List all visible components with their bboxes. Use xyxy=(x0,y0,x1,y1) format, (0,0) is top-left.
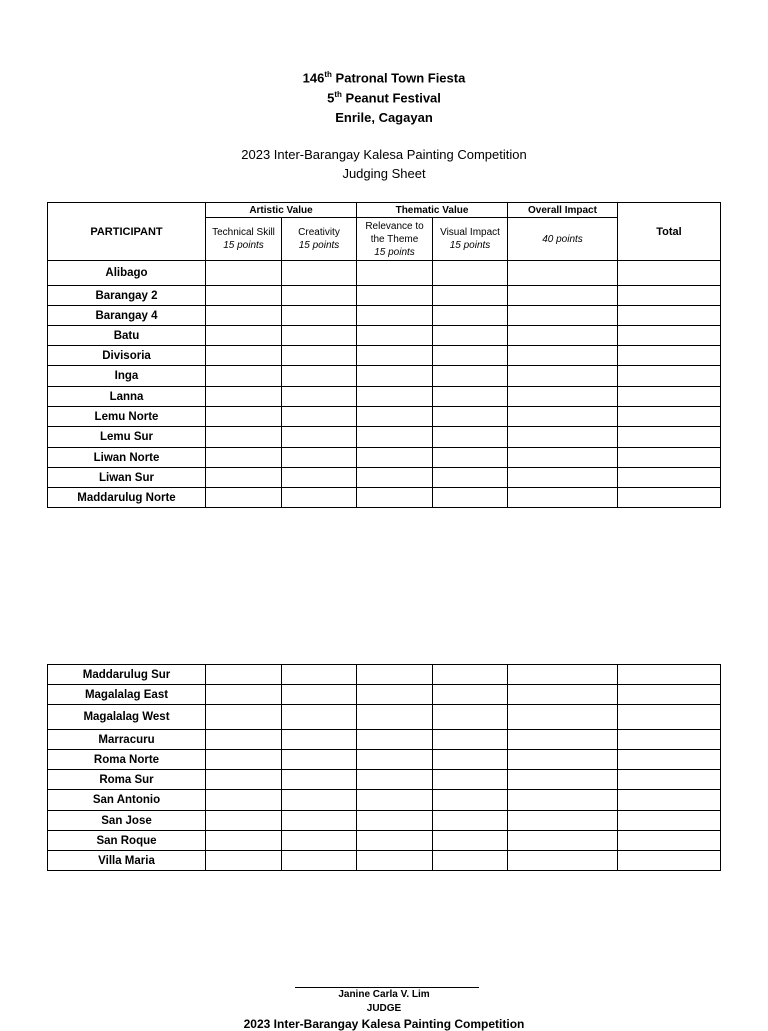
score-cell[interactable] xyxy=(206,831,282,851)
score-cell[interactable] xyxy=(357,811,433,831)
score-cell[interactable] xyxy=(282,705,357,730)
participant-name: Divisoria xyxy=(48,346,206,366)
score-cell[interactable] xyxy=(357,286,433,306)
score-cell[interactable] xyxy=(618,427,721,448)
score-cell[interactable] xyxy=(433,770,508,790)
score-cell[interactable] xyxy=(357,685,433,705)
participant-name: Barangay 2 xyxy=(48,286,206,306)
score-cell[interactable] xyxy=(508,448,618,468)
participant-name: Roma Norte xyxy=(48,750,206,770)
participant-name: Magalalag West xyxy=(48,705,206,730)
score-cell[interactable] xyxy=(618,366,721,387)
score-cell[interactable] xyxy=(618,685,721,705)
score-cell[interactable] xyxy=(508,306,618,326)
fiesta-title: 146th Patronal Town Fiesta xyxy=(302,70,466,86)
score-cell[interactable] xyxy=(206,665,282,685)
score-cell[interactable] xyxy=(206,790,282,811)
score-cell[interactable] xyxy=(357,346,433,366)
score-cell[interactable] xyxy=(508,705,618,730)
score-cell[interactable] xyxy=(433,366,508,387)
score-cell[interactable] xyxy=(282,407,357,427)
score-cell[interactable] xyxy=(282,306,357,326)
competition-title: 2023 Inter-Barangay Kalesa Painting Competition xyxy=(241,147,527,162)
participant-name: Inga xyxy=(48,366,206,387)
judging-table xyxy=(47,202,721,508)
festival-title: 5th Peanut Festival xyxy=(327,90,441,106)
score-cell[interactable] xyxy=(508,326,618,346)
score-cell[interactable] xyxy=(357,387,433,407)
score-cell[interactable] xyxy=(357,750,433,770)
score-cell[interactable] xyxy=(618,326,721,346)
score-cell[interactable] xyxy=(206,407,282,427)
score-cell[interactable] xyxy=(357,488,433,508)
score-cell[interactable] xyxy=(433,286,508,306)
participant-name: San Antonio xyxy=(48,790,206,811)
score-cell[interactable] xyxy=(508,730,618,750)
score-cell[interactable] xyxy=(508,468,618,488)
score-cell[interactable] xyxy=(433,488,508,508)
score-cell[interactable] xyxy=(206,851,282,871)
score-cell[interactable] xyxy=(206,366,282,387)
score-cell[interactable] xyxy=(357,468,433,488)
score-cell[interactable] xyxy=(508,346,618,366)
judging-table-continued xyxy=(47,664,721,871)
score-cell[interactable] xyxy=(206,448,282,468)
score-cell[interactable] xyxy=(618,468,721,488)
score-cell[interactable] xyxy=(206,346,282,366)
score-cell[interactable] xyxy=(433,750,508,770)
score-cell[interactable] xyxy=(282,750,357,770)
table-row xyxy=(48,326,721,346)
score-cell[interactable] xyxy=(433,811,508,831)
judge-role: JUDGE xyxy=(366,1003,402,1014)
signature-line xyxy=(295,987,479,988)
location: Enrile, Cagayan xyxy=(335,110,433,125)
score-cell[interactable] xyxy=(357,770,433,790)
score-cell[interactable] xyxy=(282,326,357,346)
score-cell[interactable] xyxy=(206,306,282,326)
score-cell[interactable] xyxy=(433,448,508,468)
score-cell[interactable] xyxy=(282,488,357,508)
score-cell[interactable] xyxy=(618,448,721,468)
score-cell[interactable] xyxy=(282,448,357,468)
footer-title: 2023 Inter-Barangay Kalesa Painting Competition xyxy=(243,1017,525,1031)
score-cell[interactable] xyxy=(433,685,508,705)
score-cell[interactable] xyxy=(618,306,721,326)
participant-name: Maddarulug Sur xyxy=(48,665,206,685)
table-row xyxy=(48,366,721,387)
score-cell[interactable] xyxy=(618,750,721,770)
table-row xyxy=(48,851,721,871)
score-cell[interactable] xyxy=(618,261,721,286)
score-cell[interactable] xyxy=(508,851,618,871)
score-cell[interactable] xyxy=(357,427,433,448)
overall-impact-header: Overall Impact xyxy=(508,203,618,218)
score-cell[interactable] xyxy=(357,366,433,387)
artistic-value-header: Artistic Value xyxy=(206,203,357,218)
score-cell[interactable] xyxy=(508,770,618,790)
score-cell[interactable] xyxy=(618,831,721,851)
table-row xyxy=(48,685,721,705)
score-cell[interactable] xyxy=(282,831,357,851)
table-row xyxy=(48,346,721,366)
score-cell[interactable] xyxy=(282,790,357,811)
table-row xyxy=(48,705,721,730)
score-cell[interactable] xyxy=(206,811,282,831)
participant-header: PARTICIPANT xyxy=(48,203,206,261)
score-cell[interactable] xyxy=(282,665,357,685)
score-cell[interactable] xyxy=(357,261,433,286)
criterion-technical-skill: Technical Skill 15 points xyxy=(206,218,282,261)
score-cell[interactable] xyxy=(508,261,618,286)
table-row xyxy=(48,770,721,790)
score-cell[interactable] xyxy=(282,387,357,407)
score-cell[interactable] xyxy=(282,261,357,286)
score-cell[interactable] xyxy=(206,705,282,730)
table-row xyxy=(48,488,721,508)
table-row xyxy=(48,427,721,448)
participant-name: Lemu Norte xyxy=(48,407,206,427)
table-row xyxy=(48,750,721,770)
table-row xyxy=(48,665,721,685)
score-cell[interactable] xyxy=(282,685,357,705)
table-row xyxy=(48,407,721,427)
score-cell[interactable] xyxy=(206,685,282,705)
table-row xyxy=(48,468,721,488)
criterion-visual-impact: Visual Impact 15 points xyxy=(433,218,508,261)
score-cell[interactable] xyxy=(618,790,721,811)
score-cell[interactable] xyxy=(282,770,357,790)
sheet-title: Judging Sheet xyxy=(342,166,426,181)
table-row xyxy=(48,790,721,811)
participant-name: Roma Sur xyxy=(48,770,206,790)
participant-name: Lanna xyxy=(48,387,206,407)
score-cell[interactable] xyxy=(282,851,357,871)
table-row xyxy=(48,261,721,286)
score-cell[interactable] xyxy=(206,427,282,448)
score-cell[interactable] xyxy=(433,407,508,427)
participant-name: Magalalag East xyxy=(48,685,206,705)
score-cell[interactable] xyxy=(357,730,433,750)
score-cell[interactable] xyxy=(508,790,618,811)
score-cell[interactable] xyxy=(433,831,508,851)
score-cell[interactable] xyxy=(206,286,282,306)
score-cell[interactable] xyxy=(508,811,618,831)
participant-name: Liwan Sur xyxy=(48,468,206,488)
score-cell[interactable] xyxy=(618,851,721,871)
score-cell[interactable] xyxy=(206,387,282,407)
score-cell[interactable] xyxy=(357,448,433,468)
score-cell[interactable] xyxy=(618,665,721,685)
score-cell[interactable] xyxy=(433,346,508,366)
participant-name: Batu xyxy=(48,326,206,346)
score-cell[interactable] xyxy=(433,387,508,407)
score-cell[interactable] xyxy=(508,488,618,508)
score-cell[interactable] xyxy=(206,730,282,750)
score-cell[interactable] xyxy=(618,286,721,306)
score-cell[interactable] xyxy=(433,705,508,730)
score-cell[interactable] xyxy=(282,366,357,387)
score-cell[interactable] xyxy=(508,366,618,387)
table-row xyxy=(48,387,721,407)
score-cell[interactable] xyxy=(206,326,282,346)
score-cell[interactable] xyxy=(618,387,721,407)
score-cell[interactable] xyxy=(508,750,618,770)
score-cell[interactable] xyxy=(433,306,508,326)
table-row xyxy=(48,811,721,831)
score-cell[interactable] xyxy=(282,427,357,448)
table-row xyxy=(48,730,721,750)
score-cell[interactable] xyxy=(357,407,433,427)
criterion-creativity: Creativity 15 points xyxy=(282,218,357,261)
score-cell[interactable] xyxy=(282,346,357,366)
score-cell[interactable] xyxy=(508,286,618,306)
score-cell[interactable] xyxy=(357,326,433,346)
score-cell[interactable] xyxy=(206,261,282,286)
score-cell[interactable] xyxy=(433,427,508,448)
score-cell[interactable] xyxy=(357,705,433,730)
score-cell[interactable] xyxy=(357,665,433,685)
score-cell[interactable] xyxy=(618,730,721,750)
score-cell[interactable] xyxy=(508,685,618,705)
score-cell[interactable] xyxy=(433,468,508,488)
score-cell[interactable] xyxy=(508,665,618,685)
table-row xyxy=(48,448,721,468)
score-cell[interactable] xyxy=(282,468,357,488)
score-cell[interactable] xyxy=(357,851,433,871)
score-cell[interactable] xyxy=(206,468,282,488)
score-cell[interactable] xyxy=(433,851,508,871)
score-cell[interactable] xyxy=(282,730,357,750)
table-row xyxy=(48,831,721,851)
score-cell[interactable] xyxy=(433,730,508,750)
score-cell[interactable] xyxy=(433,665,508,685)
judge-name: Janine Carla V. Lim xyxy=(338,989,430,1000)
table-row xyxy=(48,286,721,306)
participant-name: Liwan Norte xyxy=(48,448,206,468)
criterion-overall-impact: 40 points xyxy=(508,218,618,261)
score-cell[interactable] xyxy=(618,346,721,366)
participant-name: Marracuru xyxy=(48,730,206,750)
participant-name: Maddarulug Norte xyxy=(48,488,206,508)
participant-name: Lemu Sur xyxy=(48,427,206,448)
score-cell[interactable] xyxy=(357,831,433,851)
total-header: Total xyxy=(618,203,721,261)
participant-name: Alibago xyxy=(48,261,206,286)
score-cell[interactable] xyxy=(508,387,618,407)
score-cell[interactable] xyxy=(357,306,433,326)
score-cell[interactable] xyxy=(206,488,282,508)
participant-name: Barangay 4 xyxy=(48,306,206,326)
table-row xyxy=(48,306,721,326)
score-cell[interactable] xyxy=(618,811,721,831)
score-cell[interactable] xyxy=(618,705,721,730)
score-cell[interactable] xyxy=(433,261,508,286)
score-cell[interactable] xyxy=(282,286,357,306)
thematic-value-header: Thematic Value xyxy=(357,203,508,218)
score-cell[interactable] xyxy=(433,326,508,346)
participant-name: San Jose xyxy=(48,811,206,831)
score-cell[interactable] xyxy=(618,770,721,790)
criterion-relevance: Relevance to the Theme 15 points xyxy=(357,218,433,261)
score-cell[interactable] xyxy=(508,407,618,427)
score-cell[interactable] xyxy=(357,790,433,811)
participant-name: Villa Maria xyxy=(48,851,206,871)
score-cell[interactable] xyxy=(618,488,721,508)
score-cell[interactable] xyxy=(508,831,618,851)
score-cell[interactable] xyxy=(206,770,282,790)
score-cell[interactable] xyxy=(433,790,508,811)
score-cell[interactable] xyxy=(508,427,618,448)
score-cell[interactable] xyxy=(282,811,357,831)
score-cell[interactable] xyxy=(618,407,721,427)
participant-name: San Roque xyxy=(48,831,206,851)
score-cell[interactable] xyxy=(206,750,282,770)
